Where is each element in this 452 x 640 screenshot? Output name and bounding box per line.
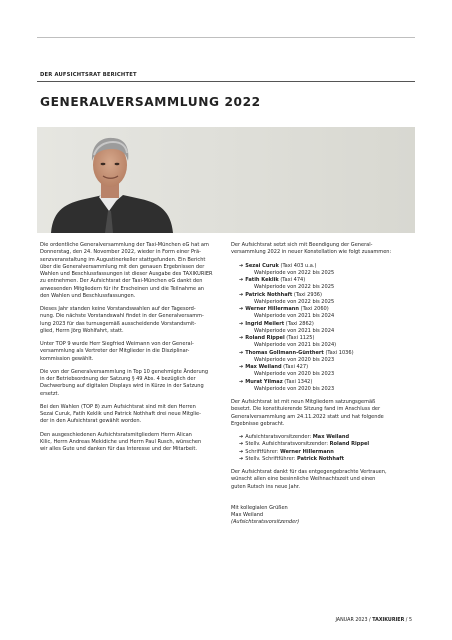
- arrow-icon: ➔: [239, 262, 244, 269]
- text-line: anwesenden Mitgliedern für ihr Erscheinen und die Teilnahme an: [40, 285, 204, 292]
- role-label: Aufsichtsratsvorsitzender:: [245, 434, 312, 440]
- portrait-illustration: [37, 127, 415, 233]
- text-line: Der Aufsichtsrat setzt sich mit Beendigung der General-: [231, 242, 373, 248]
- bylaw-change-paragraph: [40, 369, 225, 398]
- member-name: Werner Hillermann: [245, 306, 299, 312]
- arrow-icon: ➔: [239, 441, 244, 448]
- text-line: wünscht allen eine besinnliche Weihnachtszeit und einen: [231, 476, 376, 483]
- member-name: Ingrid Meilert: [245, 320, 285, 327]
- arrow-icon: ➔: [239, 434, 244, 440]
- signature-greeting: Mit kollegialen Grüßen: [231, 504, 288, 511]
- composition-intro: [231, 242, 421, 257]
- disciplinary-paragraph: [40, 341, 225, 363]
- arrow-icon: ➔: [239, 335, 244, 341]
- text-line: Dieses Jahr standen keine Vorstandswahlen auf der Tagesord-: [40, 306, 196, 312]
- member-period: Wahlperiode von 2022 bis 2025: [254, 298, 335, 305]
- intro-paragraph: [40, 242, 225, 300]
- list-item: [239, 277, 421, 292]
- list-item: [239, 335, 421, 350]
- text-line: guten Rutsch ins neue Jahr.: [231, 483, 300, 490]
- list-item: [239, 321, 421, 336]
- member-name: Patrick Nothhaft: [245, 291, 293, 298]
- role-label: Stellv. Schriftführer:: [245, 455, 296, 462]
- text-line: Der Aufsichtsrat ist mit neun Mitgliedern satzungsgemäß: [231, 399, 376, 405]
- text-line: Die von der Generalversammlung in Top 10 genehmigte Änderung: [40, 368, 209, 375]
- text-line: der in den Aufsichtsrat gewählt worden.: [40, 418, 142, 425]
- list-item: [239, 449, 421, 456]
- text-line: Die ordentliche Generalversammlung der Taxi-München eG hat am: [40, 242, 209, 248]
- text-line: Donnerstag, den 24. November 2022, wieder in Form einer Prä-: [40, 249, 201, 256]
- arrow-icon: ➔: [239, 364, 244, 370]
- constituent-session-paragraph: [231, 399, 421, 428]
- arrow-icon: ➔: [239, 455, 244, 462]
- role-name: Roland Rippel: [329, 441, 370, 448]
- signature-role: (Aufsichtsratsvorsitzender): [231, 519, 300, 526]
- member-taxi: (Taxi 427): [283, 364, 309, 370]
- text-line: den Wahlen und Beschlussfassungen.: [40, 292, 136, 299]
- member-taxi: (Taxi 1342): [284, 378, 313, 385]
- member-period: Wahlperiode von 2021 bis 2024): [254, 342, 337, 349]
- text-line: Unter TOP 9 wurde Herr Siegfried Weimann von der General-: [40, 341, 194, 347]
- article-headline: GENERALVERSAMMLUNG 2022: [40, 95, 261, 109]
- arrow-icon: ➔: [239, 277, 244, 283]
- list-item: [239, 364, 421, 379]
- member-period: Wahlperiode von 2022 bis 2025: [254, 269, 335, 276]
- right-column: [231, 242, 421, 527]
- left-column: [40, 242, 225, 459]
- text-line: lung 2023 für das turnusgemäß ausscheidende Vorstandsmit-: [40, 320, 197, 327]
- text-line: Der Aufsichtsrat dankt für das entgegengebrachte Vertrauen,: [231, 469, 387, 475]
- member-taxi: (Taxi 2862): [285, 320, 314, 327]
- list-item: [239, 456, 421, 463]
- text-line: Sezai Curuk, Fatih Keklik und Patrick Nothhaft drei neue Mitglie-: [40, 411, 201, 417]
- member-name: Roland Rippel: [245, 335, 285, 341]
- text-line: wir alles Gute und danken für das Interesse und der Mitarbeit.: [40, 446, 197, 452]
- role-name: Max Weiland: [312, 434, 350, 440]
- section-divider: [37, 81, 415, 82]
- member-taxi: (Taxi 403 u.a.): [280, 262, 317, 269]
- arrow-icon: ➔: [239, 378, 244, 385]
- member-name: Sezai Curuk: [245, 262, 279, 269]
- text-line: nung. Die nächste Vorstandswahl findet in der Generalversamm-: [40, 313, 204, 320]
- new-members-paragraph: [40, 404, 225, 426]
- text-line: kommission gewählt.: [40, 355, 94, 362]
- arrow-icon: ➔: [239, 320, 244, 327]
- role-name: Werner Hillermann: [280, 448, 334, 455]
- member-name: Fatih Keklik: [245, 277, 279, 283]
- list-item: [239, 306, 421, 321]
- list-item: [239, 379, 421, 394]
- text-line: in der Betriebsordnung der Satzung § 49 Abs. 4 bezüglich der: [40, 376, 196, 382]
- text-line: versammlung 2022 in neuer Konstellation wie folgt zusammen:: [231, 249, 392, 256]
- member-period: Wahlperiode von 2022 bis 2025: [254, 284, 335, 291]
- member-name: Thomas Gollmann-Günthert: [245, 349, 324, 356]
- member-period: Wahlperiode von 2021 bis 2024: [254, 313, 335, 320]
- text-line: Generalversammlung am 24.11.2022 statt und hat folgende: [231, 413, 384, 420]
- text-line: senzveranstaltung im Augustinerkeller stattgefunden. Ein Bericht: [40, 256, 206, 263]
- member-period: Wahlperiode von 2021 bis 2024: [254, 327, 335, 334]
- member-taxi: (Taxi 474): [280, 277, 306, 283]
- arrow-icon: ➔: [239, 306, 244, 312]
- text-line: glied, Herrn Jörg Wohlfahrt, statt.: [40, 327, 124, 334]
- member-taxi: (Taxi 2936): [293, 291, 322, 298]
- member-name: Max Weiland: [245, 364, 282, 370]
- text-line: versammlung als Vertreter der Mitglieder in die Disziplinar-: [40, 348, 190, 355]
- arrow-icon: ➔: [239, 349, 244, 356]
- member-period: Wahlperiode von 2020 bis 2023: [254, 385, 335, 392]
- text-line: besetzt. Die konstituierende Sitzung fand im Anschluss der: [231, 406, 381, 413]
- text-line: Den ausgeschiedenen Aufsichtsratsmitgliedern Herrn Alican: [40, 431, 192, 438]
- member-list: [231, 263, 421, 394]
- top-rule: [37, 37, 415, 38]
- text-line: Dachwerbung auf digitalen Displays wird in Kürze in der Satzung: [40, 383, 204, 390]
- text-line: zu entnehmen. Der Aufsichtsrat der Taxi-München eG dankt den: [40, 278, 203, 285]
- signature-name: Max Weiland: [231, 512, 264, 518]
- text-line: Kilic, Herrn Andreas Mekidiche und Herrn Paul Rusch, wünschen: [40, 438, 202, 445]
- board-election-paragraph: [40, 306, 225, 335]
- role-name: Patrick Nothhaft: [297, 455, 345, 462]
- text-line: Bei den Wahlen (TOP 8) zum Aufsichtsrat sind mit den Herren: [40, 403, 196, 410]
- list-item: [239, 434, 421, 441]
- list-item: [239, 292, 421, 307]
- text-line: Wahlen und Beschlussfassungen ist dieser Ausgabe des TAXIKURIER: [40, 271, 213, 277]
- thanks-paragraph: [231, 469, 421, 491]
- member-taxi: (Taxi 1036): [325, 349, 354, 356]
- member-taxi: (Taxi 2060): [300, 306, 329, 312]
- footer-page-number: / 5: [404, 618, 412, 623]
- role-label: Stellv. Aufsichtsratsvorsitzender:: [245, 441, 329, 448]
- list-item: [239, 350, 421, 365]
- member-period: Wahlperiode von 2020 bis 2023: [254, 356, 335, 363]
- text-line: ersetzt.: [40, 390, 60, 397]
- list-item: [239, 441, 421, 448]
- role-label: Schriftführer:: [245, 448, 279, 455]
- section-label: DER AUFSICHTSRAT BERICHTET: [40, 72, 137, 78]
- footer-issue: JANUAR 2023 /: [335, 618, 373, 623]
- farewell-paragraph: [40, 432, 225, 454]
- arrow-icon: ➔: [239, 448, 244, 455]
- text-line: Ergebnisse gebracht.: [231, 420, 285, 427]
- text-line: über die Generalversammlung mit den genauen Ergebnissen der: [40, 263, 205, 270]
- portrait-photo: [37, 127, 415, 233]
- arrow-icon: ➔: [239, 291, 244, 298]
- member-period: Wahlperiode von 2020 bis 2023: [254, 371, 335, 378]
- page-footer: [335, 618, 412, 623]
- signature-block: [231, 505, 421, 527]
- member-name: Murat Yilmaz: [245, 378, 283, 385]
- role-list: [231, 434, 421, 463]
- list-item: [239, 263, 421, 278]
- member-taxi: (Taxi 1125): [286, 335, 315, 341]
- footer-magazine: TAXIKURIER: [372, 618, 405, 623]
